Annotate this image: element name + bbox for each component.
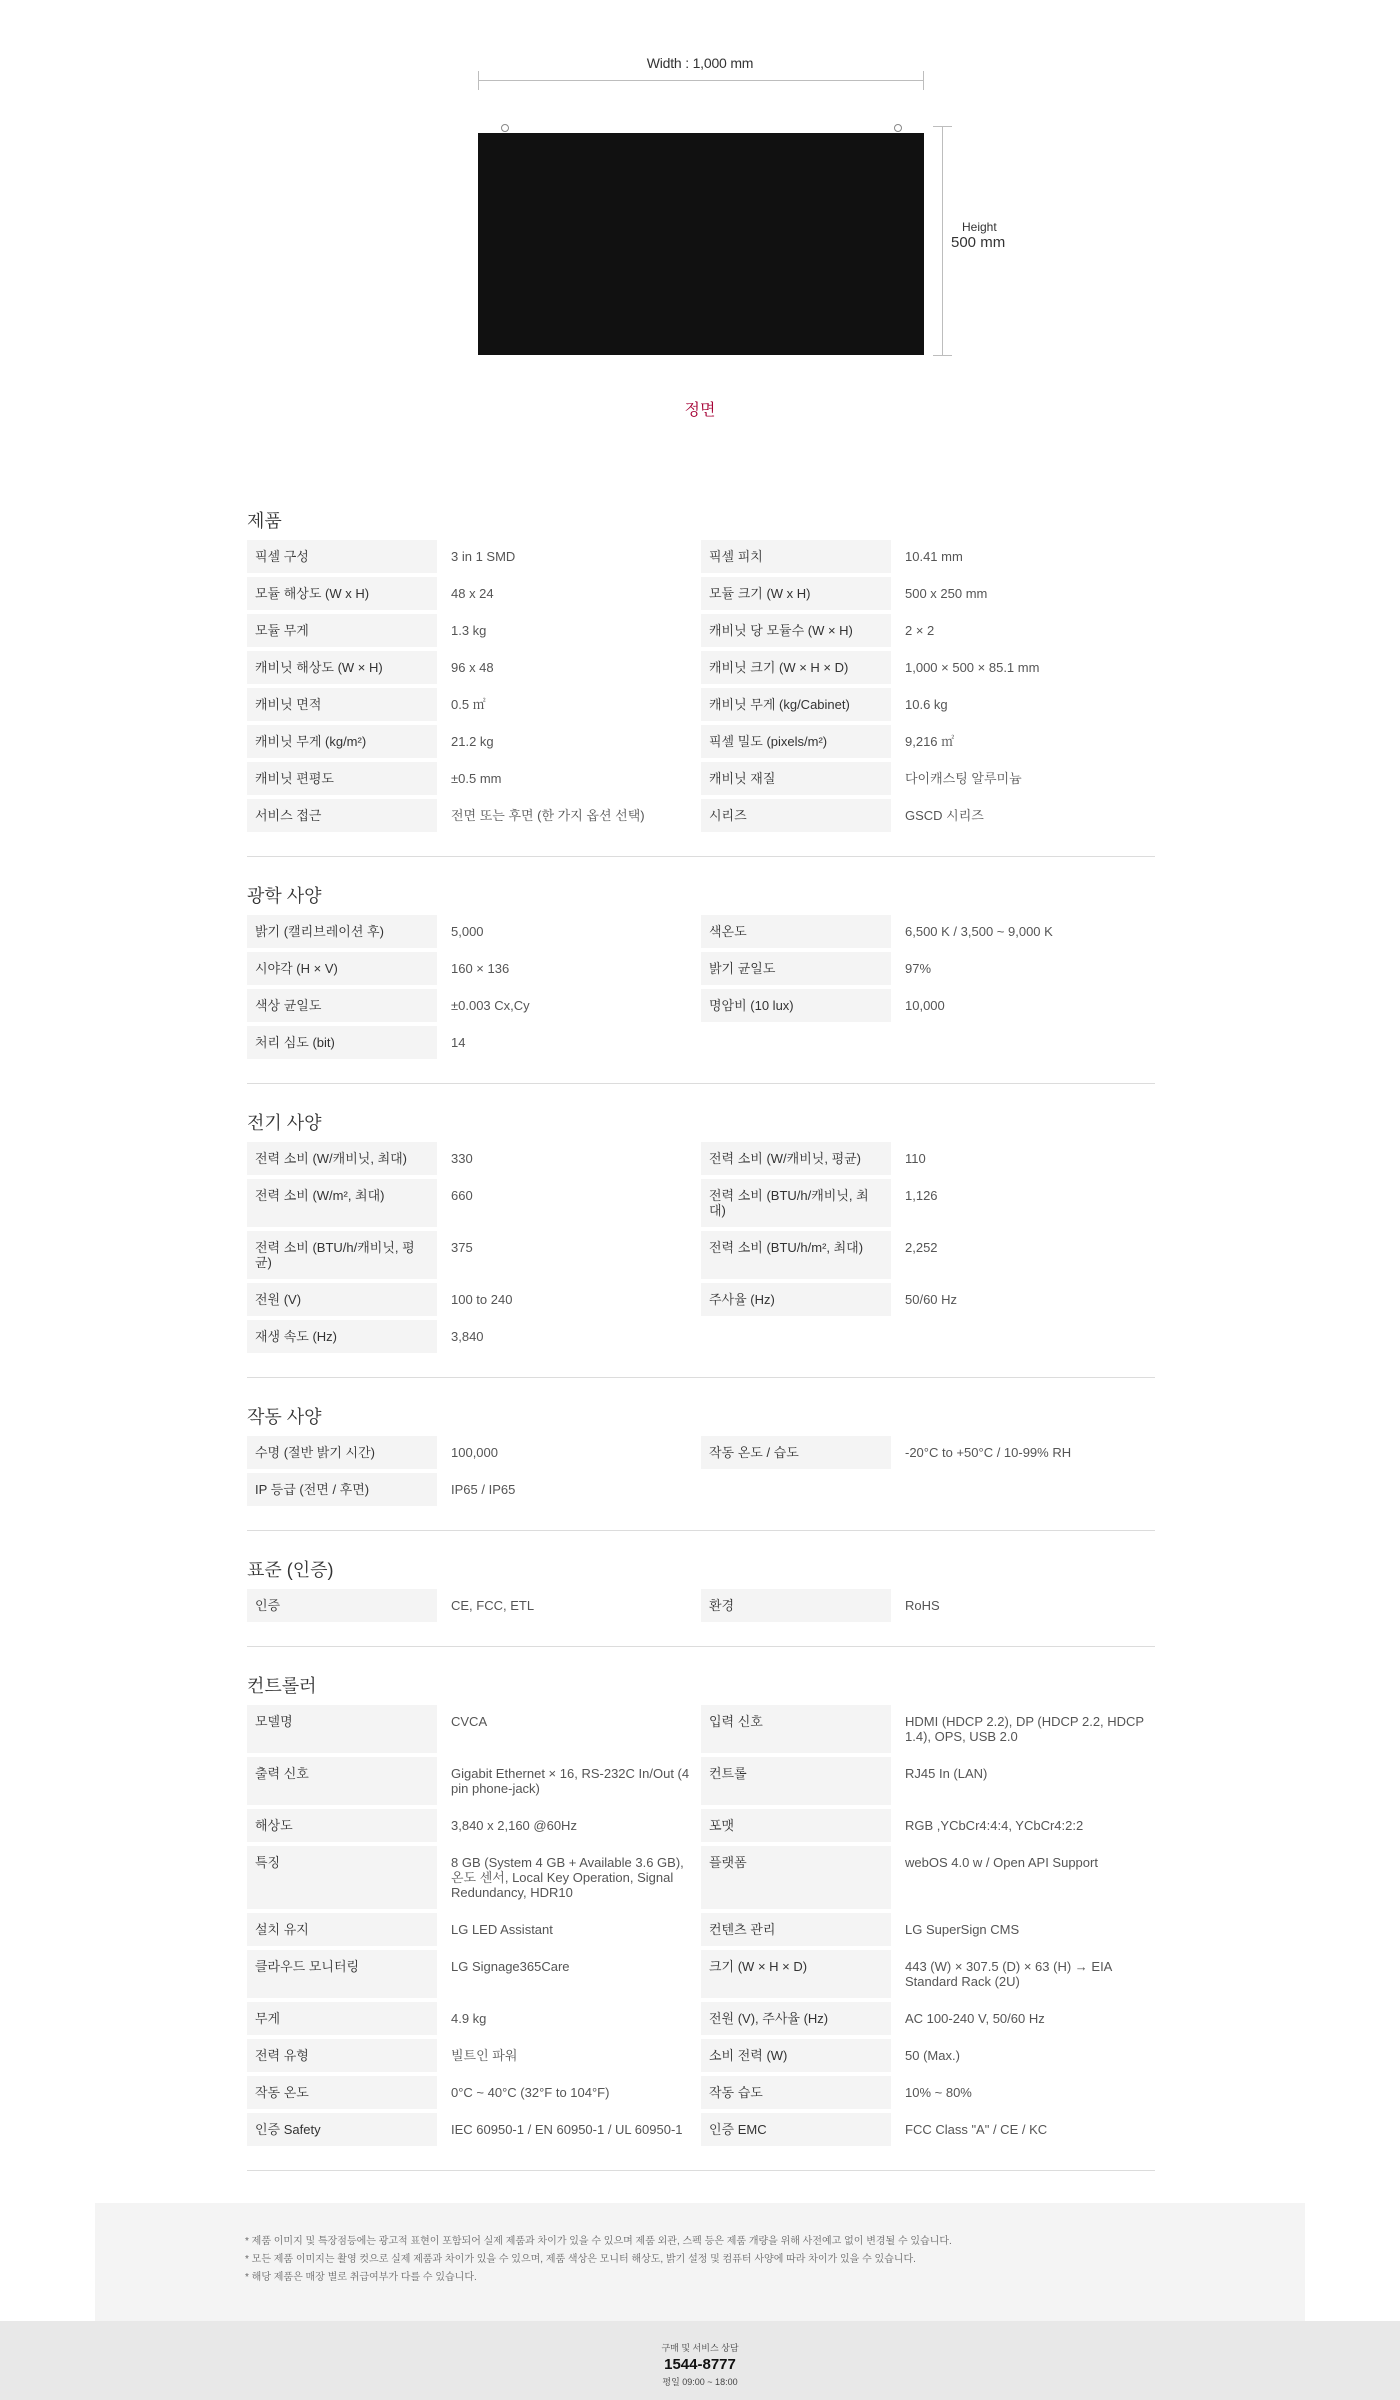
spec-cell [701, 1809, 1155, 1842]
spec-cell [247, 651, 701, 684]
spec-row [247, 688, 1155, 721]
spec-row [247, 1809, 1155, 1842]
spec-label: 전력 소비 (W/캐비닛, 최대) [247, 1142, 437, 1175]
spec-cell [247, 1179, 701, 1227]
spec-label: 픽셀 피치 [701, 540, 891, 573]
spec-row [247, 651, 1155, 684]
spec-cell [701, 762, 1155, 795]
spec-value: 전면 또는 후면 (한 가지 옵션 선택) [451, 808, 645, 823]
spec-cell [247, 1283, 701, 1316]
spec-value: IP65 / IP65 [451, 1482, 516, 1497]
spec-label: 캐비닛 크기 (W × H × D) [701, 651, 891, 684]
height-dimension-line [942, 126, 943, 356]
spec-row [247, 1950, 1155, 1998]
spec-label: 출력 신호 [247, 1757, 437, 1805]
spec-cell [247, 1231, 701, 1279]
width-dimension-line [478, 80, 924, 81]
spec-value: 0°C ~ 40°C (32°F to 104°F) [451, 2085, 610, 2100]
spec-label: 모델명 [247, 1705, 437, 1753]
spec-cell [247, 1142, 701, 1175]
spec-value: CVCA [451, 1714, 488, 1729]
spec-label: 전력 소비 (W/캐비닛, 평균) [701, 1142, 891, 1175]
spec-label: 수명 (절반 밝기 시간) [247, 1436, 437, 1469]
spec-label: 플랫폼 [701, 1846, 891, 1909]
mount-point-icon [894, 124, 902, 132]
spec-label: 전력 유형 [247, 2039, 437, 2072]
spec-label: 전력 소비 (BTU/h/캐비닛, 평균) [247, 1231, 437, 1279]
spec-value: 110 [905, 1151, 926, 1166]
spec-cell [701, 1436, 1155, 1469]
spec-row [247, 762, 1155, 795]
spec-cell [247, 2113, 701, 2146]
spec-cell [701, 2002, 1155, 2035]
spec-cell [247, 577, 701, 610]
spec-value: LG Signage365Care [451, 1959, 570, 1974]
spec-label: 특징 [247, 1846, 437, 1909]
footer-phone-link[interactable]: 1544-8777 [664, 2356, 736, 2373]
spec-value: 500 x 250 mm [905, 586, 988, 601]
width-dimension-label: Width : 1,000 mm [646, 55, 754, 71]
spec-label: 캐비닛 면적 [247, 688, 437, 721]
spec-value: FCC Class "A" / CE / KC [905, 2122, 1048, 2137]
spec-value: 4.9 kg [451, 2011, 487, 2026]
spec-row [247, 1757, 1155, 1805]
footer-contact-label: 구매 및 서비스 상담 [661, 2343, 739, 2353]
spec-value: HDMI (HDCP 2.2), DP (HDCP 2.2, HDCP 1.4), OPS, USB 2.0 [905, 1714, 1144, 1744]
spec-value: 다이캐스팅 알루미늄 [905, 771, 1022, 786]
section-title: 광학 사양 [247, 886, 322, 906]
spec-label: 작동 습도 [701, 2076, 891, 2109]
spec-value: 160 × 136 [451, 961, 510, 976]
spec-cell [701, 1320, 1155, 1353]
spec-cell [701, 2076, 1155, 2109]
spec-value: Gigabit Ethernet × 16, RS-232C In/Out (4 pin phone-jack) [451, 1766, 690, 1796]
spec-row [247, 1436, 1155, 1469]
spec-value: 50 (Max.) [905, 2048, 960, 2063]
spec-value: 빌트인 파워 [451, 2048, 518, 2063]
spec-sheet [247, 500, 1155, 2191]
spec-section [247, 502, 1155, 857]
spec-label: 처리 심도 (bit) [247, 1026, 437, 1059]
spec-label: 캐비닛 편평도 [247, 762, 437, 795]
spec-cell [701, 540, 1155, 573]
section-title: 제품 [247, 511, 282, 531]
spec-cell [701, 1589, 1155, 1622]
spec-label: 전원 (V) [247, 1283, 437, 1316]
spec-cell [701, 2039, 1155, 2072]
spec-row [247, 915, 1155, 948]
height-dimension-tick-bottom [933, 355, 952, 356]
spec-cell [247, 762, 701, 795]
spec-value: 660 [451, 1188, 473, 1203]
spec-cell [701, 952, 1155, 985]
spec-row [247, 1913, 1155, 1946]
spec-label: 컨트롤 [701, 1757, 891, 1805]
spec-cell [701, 614, 1155, 647]
spec-cell [247, 1846, 701, 1909]
spec-label: 픽셀 밀도 (pixels/m²) [701, 725, 891, 758]
width-dimension-tick-left [478, 71, 479, 90]
spec-label: 작동 온도 / 습도 [701, 1436, 891, 1469]
spec-cell [701, 1473, 1155, 1506]
spec-row [247, 799, 1155, 832]
disclaimer-line: * 제품 이미지 및 특장점등에는 광고적 표현이 포함되어 실제 제품과 차이가 있을 수 있으며 제품 외관, 스펙 등은 제품 개량을 위해 사전예고 없이 변경될 수 있습니다. [245, 2236, 952, 2247]
spec-cell [701, 651, 1155, 684]
spec-label: IP 등급 (전면 / 후면) [247, 1473, 437, 1506]
spec-value: 21.2 kg [451, 734, 494, 749]
spec-cell [701, 915, 1155, 948]
spec-value: 375 [451, 1240, 473, 1255]
spec-value: 50/60 Hz [905, 1292, 958, 1307]
spec-value: 1,126 [905, 1188, 938, 1203]
spec-label: 재생 속도 (Hz) [247, 1320, 437, 1353]
spec-row [247, 2113, 1155, 2146]
spec-value: 1.3 kg [451, 623, 487, 638]
spec-value: 100,000 [451, 1445, 498, 1460]
section-title: 전기 사양 [247, 1113, 322, 1133]
spec-label: 캐비닛 무게 (kg/m²) [247, 725, 437, 758]
spec-label: 인증 EMC [701, 2113, 891, 2146]
spec-section [247, 1551, 1155, 1647]
spec-cell [247, 1757, 701, 1805]
footer-hours: 평일 09:00 ~ 18:00 [662, 2377, 738, 2387]
spec-cell [247, 989, 701, 1022]
spec-label: 모듈 해상도 (W x H) [247, 577, 437, 610]
spec-label: 밝기 균일도 [701, 952, 891, 985]
spec-value: GSCD 시리즈 [905, 808, 984, 823]
disclaimer-line: * 모든 제품 이미지는 촬영 컷으로 실제 제품과 차이가 있을 수 있으며, 제품 색상은 모니터 해상도, 밝기 설정 및 컴퓨터 사양에 따라 차이가 있을 수 있습니다. [245, 2254, 916, 2265]
spec-value: 10,000 [905, 998, 945, 1013]
spec-cell [701, 2113, 1155, 2146]
spec-cell [701, 577, 1155, 610]
spec-cell [701, 1283, 1155, 1316]
spec-label: 캐비닛 무게 (kg/Cabinet) [701, 688, 891, 721]
disclaimer-line: * 해당 제품은 매장 별로 취급여부가 다를 수 있습니다. [245, 2272, 477, 2283]
spec-section [247, 877, 1155, 1084]
spec-value: IEC 60950-1 / EN 60950-1 / UL 60950-1 [451, 2122, 683, 2137]
spec-label: 시리즈 [701, 799, 891, 832]
spec-cell [247, 1589, 701, 1622]
spec-cell [247, 688, 701, 721]
spec-label: 전력 소비 (BTU/h/m², 최대) [701, 1231, 891, 1279]
spec-label: 전원 (V), 주사율 (Hz) [701, 2002, 891, 2035]
spec-cell [247, 1913, 701, 1946]
spec-label: 전력 소비 (BTU/h/캐비닛, 최대) [701, 1179, 891, 1227]
spec-value: 1,000 × 500 × 85.1 mm [905, 660, 1040, 675]
spec-value: ±0.003 Cx,Cy [451, 998, 530, 1013]
spec-cell [247, 952, 701, 985]
spec-section [247, 1667, 1155, 2171]
spec-value: 10.41 mm [905, 549, 963, 564]
height-dimension-tick-top [933, 126, 952, 127]
spec-row [247, 1142, 1155, 1175]
spec-label: 모듈 무게 [247, 614, 437, 647]
spec-value: LG SuperSign CMS [905, 1922, 1020, 1937]
spec-label: 무게 [247, 2002, 437, 2035]
disclaimer-box [95, 2203, 1305, 2321]
spec-cell [247, 540, 701, 573]
spec-value: 10.6 kg [905, 697, 948, 712]
spec-row [247, 1026, 1155, 1059]
spec-cell [247, 1436, 701, 1469]
spec-label: 전력 소비 (W/m², 최대) [247, 1179, 437, 1227]
spec-label: 명암비 (10 lux) [701, 989, 891, 1022]
spec-label: 포맷 [701, 1809, 891, 1842]
spec-label: 해상도 [247, 1809, 437, 1842]
spec-value: ±0.5 mm [451, 771, 502, 786]
spec-value: 10% ~ 80% [905, 2085, 972, 2100]
spec-cell [247, 1809, 701, 1842]
spec-value: 2 × 2 [905, 623, 935, 638]
spec-value: webOS 4.0 w / Open API Support [905, 1855, 1098, 1870]
spec-value: -20°C to +50°C / 10-99% RH [905, 1445, 1072, 1460]
spec-value: RoHS [905, 1598, 940, 1613]
section-title: 컨트롤러 [247, 1676, 317, 1696]
spec-row [247, 1320, 1155, 1353]
spec-row [247, 1705, 1155, 1753]
spec-cell [701, 1705, 1155, 1753]
spec-cell [247, 2039, 701, 2072]
spec-label: 시야각 (H × V) [247, 952, 437, 985]
spec-cell [701, 1142, 1155, 1175]
spec-cell [247, 915, 701, 948]
spec-value: RGB ,YCbCr4:4:4, YCbCr4:2:2 [905, 1818, 1084, 1833]
spec-cell [701, 1026, 1155, 1059]
spec-value: 8 GB (System 4 GB + Available 3.6 GB), 온도 센서, Local Key Operation, Signal Redundancy, HDR10 [451, 1855, 684, 1900]
spec-label: 작동 온도 [247, 2076, 437, 2109]
spec-row [247, 577, 1155, 610]
spec-label: 캐비닛 해상도 (W × H) [247, 651, 437, 684]
spec-row [247, 989, 1155, 1022]
spec-cell [247, 1320, 701, 1353]
spec-cell [247, 725, 701, 758]
spec-label: 소비 전력 (W) [701, 2039, 891, 2072]
spec-value: 0.5 ㎡ [451, 697, 486, 712]
view-caption: 정면 [684, 402, 716, 419]
spec-value: 48 x 24 [451, 586, 494, 601]
mount-point-icon [501, 124, 509, 132]
spec-cell [247, 1026, 701, 1059]
width-dimension-tick-right [923, 71, 924, 90]
spec-label: 캐비닛 재질 [701, 762, 891, 795]
spec-label: 픽셀 구성 [247, 540, 437, 573]
section-title: 표준 (인증) [247, 1560, 334, 1580]
spec-label: 모듈 크기 (W x H) [701, 577, 891, 610]
spec-row [247, 725, 1155, 758]
spec-cell [701, 1179, 1155, 1227]
section-title: 작동 사양 [247, 1407, 322, 1427]
spec-cell [247, 799, 701, 832]
spec-label: 컨텐츠 관리 [701, 1913, 891, 1946]
spec-row [247, 1179, 1155, 1227]
spec-cell [247, 2002, 701, 2035]
spec-cell [247, 1473, 701, 1506]
spec-label: 캐비닛 당 모듈수 (W × H) [701, 614, 891, 647]
spec-cell [247, 614, 701, 647]
spec-value: 3,840 x 2,160 @60Hz [451, 1818, 577, 1833]
spec-value: LG LED Assistant [451, 1922, 553, 1937]
spec-section [247, 1398, 1155, 1531]
height-dimension-value: 500 mm [951, 234, 1006, 251]
spec-cell [701, 799, 1155, 832]
spec-label: 서비스 접근 [247, 799, 437, 832]
spec-value: 6,500 K / 3,500 ~ 9,000 K [905, 924, 1053, 939]
spec-value: 96 x 48 [451, 660, 494, 675]
spec-row [247, 952, 1155, 985]
spec-value: AC 100-240 V, 50/60 Hz [905, 2011, 1045, 2026]
spec-cell [701, 989, 1155, 1022]
spec-row [247, 2039, 1155, 2072]
spec-value: 5,000 [451, 924, 484, 939]
spec-cell [247, 1705, 701, 1753]
led-panel-front-image [478, 133, 924, 355]
spec-value: RJ45 In (LAN) [905, 1766, 988, 1781]
spec-cell [701, 725, 1155, 758]
spec-row [247, 1473, 1155, 1506]
spec-cell [701, 1757, 1155, 1805]
spec-value: 14 [451, 1035, 466, 1050]
spec-value: 9,216 ㎡ [905, 734, 955, 749]
spec-value: 3 in 1 SMD [451, 549, 516, 564]
spec-value: 3,840 [451, 1329, 484, 1344]
spec-row [247, 1231, 1155, 1279]
product-figure [0, 0, 1400, 440]
spec-cell [701, 688, 1155, 721]
spec-label: 인증 [247, 1589, 437, 1622]
spec-label: 입력 신호 [701, 1705, 891, 1753]
spec-cell [701, 1950, 1155, 1998]
spec-label: 인증 Safety [247, 2113, 437, 2146]
spec-value: 2,252 [905, 1240, 938, 1255]
spec-row [247, 2002, 1155, 2035]
spec-cell [701, 1231, 1155, 1279]
spec-label: 주사율 (Hz) [701, 1283, 891, 1316]
height-dimension-label: Height [962, 220, 997, 234]
spec-row [247, 2076, 1155, 2109]
spec-cell [247, 2076, 701, 2109]
spec-row [247, 540, 1155, 573]
spec-row [247, 614, 1155, 647]
spec-value: 97% [905, 961, 932, 976]
spec-row [247, 1283, 1155, 1316]
spec-cell [701, 1846, 1155, 1909]
spec-label: 설치 유지 [247, 1913, 437, 1946]
spec-row [247, 1589, 1155, 1622]
spec-label: 환경 [701, 1589, 891, 1622]
spec-label: 색상 균일도 [247, 989, 437, 1022]
spec-value: 443 (W) × 307.5 (D) × 63 (H) → EIA Standard Rack (2U) [905, 1959, 1112, 1989]
spec-value: CE, FCC, ETL [451, 1598, 535, 1613]
spec-label: 클라우드 모니터링 [247, 1950, 437, 1998]
spec-label: 크기 (W × H × D) [701, 1950, 891, 1998]
spec-label: 색온도 [701, 915, 891, 948]
spec-cell [247, 1950, 701, 1998]
spec-value: 330 [451, 1151, 473, 1166]
spec-row [247, 1846, 1155, 1909]
spec-value: 100 to 240 [451, 1292, 513, 1307]
spec-cell [701, 1913, 1155, 1946]
spec-section [247, 1104, 1155, 1378]
spec-label: 밝기 (캘리브레이션 후) [247, 915, 437, 948]
footer [0, 2321, 1400, 2400]
